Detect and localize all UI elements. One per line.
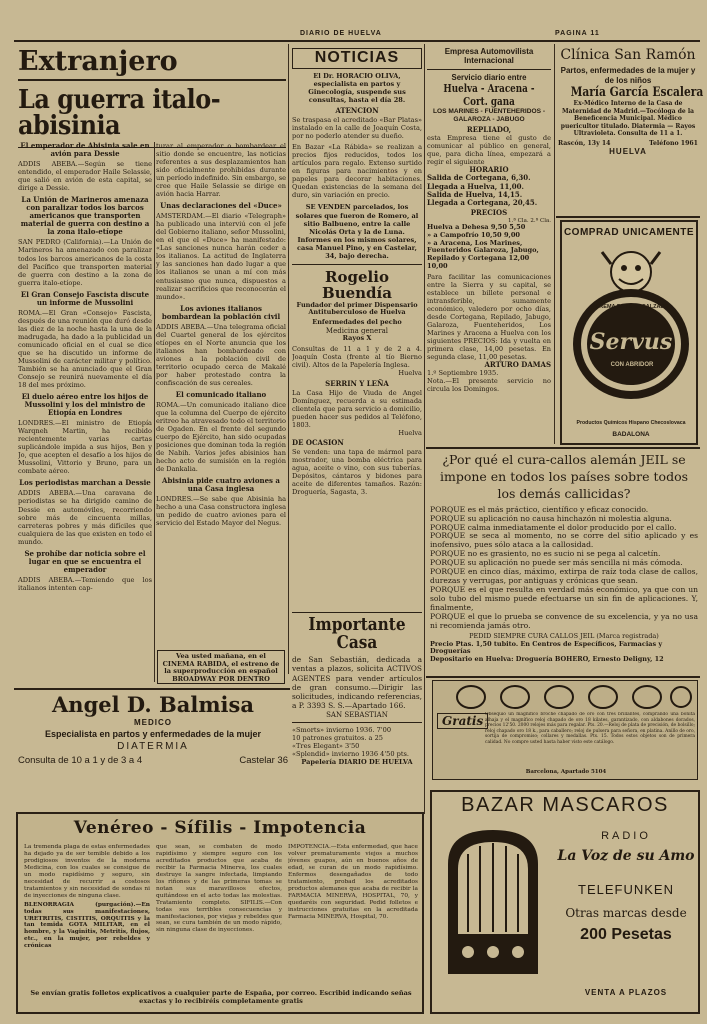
servus-con: CON ABRIDOR: [610, 362, 654, 368]
bus-precios: PRECIOS: [470, 208, 508, 218]
story-body: ROMA.—El Gran «Consejo» Fascista, después de una reunión que duró desde las diez de la noche hasta la una de la madrugada, ha dado a la publicidad un comunicado oficial en el cual se dice que se ha discutido un informe de Mussolini de carácter militar y político. También se ha anunciado que el Gran Consejo se reunirá nuevamente el día 18 del mes próximo.: [18, 308, 152, 390]
col-rule-1a: [154, 142, 155, 682]
notice: Se traspasa el acreditado «Bar Platas» instalado en la calle de Joaquín Costa, por no poderlo atender su dueño.: [292, 116, 422, 141]
cura-line: PORQUE es el más práctico, científico y eficaz conocido.: [430, 505, 649, 514]
bazar-title: BAZAR MASCAROS: [461, 794, 669, 816]
doctor-city: Huelva: [398, 368, 422, 377]
story-heading: El emperador de Abisinia sale en avión para Dessie: [20, 141, 150, 159]
almanac-line: 10 patrones gratuitos. a 25: [292, 733, 383, 742]
bus-time: Llegada a Huelva, 11,00.: [427, 181, 524, 191]
venereo-text: La tremenda plaga de estas enfermedades ha dejado ya de ser temible debido a los prodigiosos inventos de la moderna Medicina, con los cuales se consigue de un modo rapidísimo y seguro, sin necesidad de recurrir a costosos tratamientos y sin necesidad de sondas ni de inyecciones de ninguna clase.: [24, 844, 150, 899]
bus-price: Huelva a Dehesa 9,50 5,50: [427, 223, 526, 232]
col1-text: [18, 142, 152, 592]
cura-line: PORQUE en cinco días, máximo, extirpa de raíz toda clase de callos, durezas y verrugas, por antiguas y crónicas que sean.: [430, 568, 698, 586]
cura-list: [430, 506, 698, 631]
almanac-line: «Smorts» invierno 1936. 7'00: [292, 725, 392, 734]
bazar-price: 200 Pesetas: [580, 926, 672, 943]
venereo-text: BLENORRAGIA (purgación).—En todas sus manifestaciones, URETRITIS, CISTITIS, ORQUITIS y la tan temida GOTA MILITAR, en el hombre, y la Vaginitis, Metritis, flujos, etc., en la mujer, por rebeldes y crónicas: [24, 901, 150, 950]
servus-ad: [560, 220, 698, 445]
jewelry-icons: [435, 683, 697, 711]
story-heading: Los aviones italianos bombardean la población civil: [161, 303, 281, 321]
almanac-line: «Tres Elegant» 3'50: [292, 741, 360, 750]
notice: SE VENDEN parcelados, los solares que fueron de Romero, al sitio Balbueno, entre la calle Nicolás Orta y la de Luna. Informes en los mismos solares, casa Manuel Pino, y en Castelar, 34, bajo derecha.: [295, 203, 419, 260]
bus-horario: HORARIO: [469, 165, 509, 175]
balmisa-hours: Consulta de 10 a 1 y de 3 a 4: [18, 754, 143, 766]
bazar-ad: [430, 790, 700, 1014]
notice-heading: DE OCASION: [292, 437, 344, 447]
cura-line: PORQUE se seca al momento, no se corre del sitio aplicado y es inofensivo, pues sólo ataca a la callosidad.: [430, 532, 698, 550]
story-heading: La Unión de Marineros amenaza con paralizar todos los barcos americanos que transporten material de guerra con destino a la zona italo-etíope: [20, 195, 150, 237]
doctor-sub: Fundador del primer Dispensario Antituberculoso de Huelva: [296, 300, 418, 317]
doctor-name: Rogelio Buendía: [322, 267, 392, 303]
bus-route: Huelva - Aracena - Cort. gana: [443, 81, 535, 108]
doctor-spec: Medicina general: [325, 326, 389, 335]
bus-body: esta Empresa tiene el gusto de comunicar al público en general, que, para dicha línea, empezará a regir el siguiente: [427, 133, 551, 167]
clinic-city: HUELVA: [609, 146, 647, 156]
gratis-addr: Barcelona, Apartado 5104: [525, 769, 607, 775]
clinic-tel: Teléfono 1961: [649, 139, 698, 147]
bus-body2: Para facilitar las comunicaciones entre la Sierra y su capital, se establece un billete personal e intransferible, sumamente económico, valedero por ocho días, desde Cortegana, Repilado, Jabugo, Galaroza, Fuenteheridos, Los Marines y Aracena a Huelva con los siguientes PRECIOS: Ida y vuelta en primera clase, 14,00 pesetas. En segunda clase, 11,00 pesetas.: [427, 272, 551, 361]
servus-brand: Servus: [589, 329, 673, 355]
notice: Se venden: una tapa de mármol para mostrador, una bomba eléctrica para agua, aceite o vino, con sus tuberías. Depósitos, cántaros y bidones para aceite de diferentes tamaños. Razón: Droguería, Sagasta, 3.: [292, 447, 422, 497]
extranjero-header: [18, 48, 286, 148]
cura-line: PORQUE es el que resulta en verdad más económico, ya que con un solo tubo del mismo puede efectuarse un sin fin de aplicaciones. Y, finalmente,: [430, 586, 698, 613]
servus-city: BADALONA: [612, 431, 650, 438]
notice-heading: ATENCION: [335, 106, 379, 116]
story-heading: El comunicado italiano: [175, 389, 267, 399]
servus-foot: Productos Químicos Hispano Checoslovaca: [576, 420, 686, 426]
story-body: AMSTERDAM.—El diario «Telegraph» ha publicado una interviú con el jefe del Gobierno italiano, señor Mussolini, en el que el «Duce» ha manifestado: «Las sanciones nunca harán ceder a los italianos. La actitud de Inglaterra y las sanciones han dado lugar a que los italianos se unan a mí con más entusiasmo que nunca, dispuestos a realizar sacrificios que reconocerán el mundo».: [156, 212, 286, 301]
venereo-ad: [16, 812, 424, 1014]
balmisa-title: MEDICO: [134, 718, 172, 728]
page-number: PAGINA 11: [555, 30, 600, 37]
bus-time: Llegada a Cortegana, 20,45.: [427, 198, 538, 208]
story-body: ADDIS ABEBA.—Según se tiene entendido, el emperador Haile Selassie, que salió en avión de esta capital, se dirige a Dessie.: [18, 160, 152, 193]
bazar-voz: La Voz de su Amo: [557, 848, 695, 864]
notice: El Dr. HORACIO OLIVA, especialista en partos y Ginecología, suspende sus consultas, hasta el día 28.: [308, 72, 406, 105]
clinic-sub: Partos, enfermedades de la mujer y de los niños: [560, 66, 696, 85]
ad-title: Importante Casa: [308, 614, 406, 653]
cura-title: ¿Por qué el cura-callos alemán JEIL se impone en todos los países sobre todos los demás callicidas?: [439, 452, 689, 501]
story-body: LONDRES.—Se sabe que Abisinia ha hecho a una Casa constructora inglesa un pedido de cuatro aviones para el servicio del Estado Mayor del Negus.: [156, 495, 286, 528]
col-rule-1: [288, 44, 289, 674]
col-rule-2: [424, 44, 425, 814]
bus-note: Nota.—El presente servicio no circula los Domingos.: [427, 377, 551, 394]
clinica-ad: [558, 47, 704, 156]
clinic-doctor: María García Escalera: [570, 84, 704, 100]
balmisa-addr: Castelar 36: [239, 754, 288, 766]
venereo-title: Venéreo - Sífilis - Impotencia: [73, 818, 367, 838]
venereo-col: [24, 844, 150, 950]
story-body: SAN PEDRO (California).—La Unión de Marineros ha amenazado con paralizar todos los barcos americanos de la costa del Pacífico que transporten material de guerra con destino a la zona de guerra italo-etíope.: [18, 238, 152, 287]
bus-stops: LOS MARINES - FUENTEHERIDOS - GALAROZA - JABUGO: [432, 108, 546, 123]
bus-ad: [427, 48, 551, 393]
story-body: ROMA.—Un comunicado italiano dice que la columna del Cuerpo de ejército eritreo ha atravesado todo el territorio de Ogaden. En el frente del segundo cuerpo de Ejército, han sido ocupadas posiciones que dominan toda la región de Nabih. Varios jefes abisinios han hecho acto de sumisión en la región de Dankalia.: [156, 401, 286, 474]
ad-city: SAN SEBASTIAN: [326, 710, 388, 719]
bus-time: Salida de Huelva, 14,15.: [427, 189, 523, 199]
venereo-foot: Se envían gratis folletos explicativos a cualquier parte de España, por correo. Escribid indicando señas exactas y lo recibiréis completamente gratis: [30, 989, 412, 1005]
clinic-title: Clínica San Ramón: [560, 47, 696, 63]
story-heading: Se prohíbe dar noticia sobre el lugar en que se encuentra el emperador: [24, 548, 146, 574]
doctor-body: Consultas de 11 a 1 y de 2 a 4. Joaquín Costa (frente al tío Bierno civil). Altos de la Papelería Inglesa.: [292, 344, 422, 369]
notice-heading: SERRIN Y LEÑA: [325, 378, 389, 388]
gratis-ad: [432, 680, 698, 780]
gratis-body: Obsequio un magnífico broche chapado de oro con tres brillantes, comprando una bonita alhaja y el magnífico reloj chapado de oro 18 kilates, garantizado, con aldabones dorados, precios 12'50. 2000 relojes más para regalar. Pts. 20.—Reloj de plata de precisión, de bolsillo; reloj chapado oro 18 k., para caballero; reloj de pulsera para señora, en platina. Anillo de oro, sortija de compromiso; collares y medallas. Pts. 15. Todos estos objetos son de primera calidad. No compre usted hasta haber visto este catálogo.: [485, 712, 695, 745]
bus-sign: ARTURO DAMAS: [484, 359, 551, 369]
cura-line: PORQUE su aplicación no puede ser más sencilla ni más cómoda.: [430, 559, 683, 568]
cura-line: PORQUE su aplicación no causa hinchazón ni molestia alguna.: [430, 514, 672, 523]
bus-replied: REPLIADO,: [466, 124, 512, 134]
noticias-title: NOTICIAS: [292, 48, 422, 69]
balmisa-spec: Especialista en partos y enfermedades de la mujer: [44, 728, 262, 739]
doctor-spec: Rayos X: [342, 333, 372, 342]
cura-foot: PEDID SIEMPRE CURA CALLOS JEIL (Marca registrada): [469, 631, 659, 640]
story-heading: Unas declaraciones del «Duce»: [160, 201, 282, 211]
notice: La Casa Hijo de Viuda de Angel Domínguez, recuerda a su estimada clientela que para servicio a domicilio, pueden hacer sus pedidos al Teléfono, 1803.: [292, 388, 422, 429]
story-body: turar al emperador o bombardear el sitio donde se encuentre, las noticias referentes a sus desplazamientos han sido oficialmente prohibidas durante un período indefinido. Sin embargo, se cree que Haile Selassie se dirige en avión hacia Harrar.: [156, 142, 286, 199]
notice-city: Huelva: [398, 428, 422, 437]
clinic-body: Ex-Médico Interno de la Casa de Maternidad de Madrid.—Tocóloga de la Beneficencia Municipal. Médico puericultor titulado. Diatermia — Rayos Ultravioleta. Consulta de 11 a 1.: [560, 100, 696, 138]
venereo-col: que sean, se combaten de modo rapidísimo y siempre seguro con los acreditados productos que acaba de recibir la Farmacia Minerva, los cuales destruye la sangre infectada, limpiando los riñones y de las primeras tomas se notan sus maravillosos efectos, quitándose en el acto todas las molestias. Tratamiento completo. SIFILIS.—Con todas sus terribles consecuencias y manifestaciones, por viejas y rebeldes que sean, se cura también de un modo rápido, sin ninguna clase de inyecciones.: [156, 844, 282, 934]
cura-line: PORQUE el que lo prueba se convence de su excelencia, y ya no usa ni recomienda jamás otro.: [430, 613, 698, 631]
radio-icon: [438, 824, 548, 974]
servus-crema: CREMA PARA EL CALZADO: [595, 304, 669, 310]
war-headline: La guerra italo-abisinia: [18, 85, 221, 141]
balmisa-name: Angel D. Balmisa: [52, 692, 254, 717]
almanac-line: «Splendid» invierno 1936 4'50 pts.: [292, 749, 409, 758]
story-heading: Abisinia pide cuatro aviones a una Casa inglesa: [162, 476, 280, 494]
story-heading: El Gran Consejo Fascista discute un informe de Mussolini: [20, 289, 150, 307]
story-body: ADDIS ABEBA.—Una caravana de periodistas se ha dirigido camino de Dessie en automóviles, recorriendo sobre más de cincuenta millas, carreteras pobres y más difíciles que cualquiera de las que existen en todo el mundo.: [18, 489, 152, 546]
ad-body: de San Sebastián, dedicada a ventas a plazos, solicita ACTIVOS AGENTES para vender artículos de gran consumo.—Dirigir las solicitudes, indicando referencias, a P. 3393 S. S.—Apartado 166.: [292, 655, 422, 711]
story-body: ADDIS ABEBA.—Temiendo que los italianos intenten cap-: [18, 575, 152, 592]
almanac-line: Papelería DIARIO DE HUELVA: [301, 757, 413, 766]
bazar-radio: RADIO: [601, 830, 651, 842]
story-body: LONDRES.—El ministro de Etiopía Warqneh Martin, ha recibido recientemente varias cartas suplicándole impida a sus hijos, Ben y Jo, que acepten el desafío a los hijos de Mussolini, Vittorio y Bruno, para un combate aéreo.: [18, 419, 152, 476]
cura-callos-ad: [430, 452, 698, 664]
col2-text: [156, 142, 286, 528]
story-heading: Los periodistas marchan a Dessie: [19, 478, 151, 488]
venereo-col: IMPOTENCIA.—Esta enfermedad, que hace volver prematuramente viejos a muchos jóvenes guapos, aún en buenos años de edad, se curan de un modo rapidísimo. Enfermos desengañados de todo tratamiento, probad los acreditados productos alemanes que acaba de recibir la FARMACIA MINERVA, HOSPITAL, 70, y quedaréis con seguridad. Pedid folletos e instrucciones gratuitas en la acreditada Farmacia MINERVA, Hospital, 70.: [288, 844, 418, 920]
importante-casa-ad: [292, 612, 422, 766]
masthead-center: DIARIO DE HUELVA: [300, 30, 382, 37]
bus-classes: 1.ª Cla. 2.ª Cla.: [508, 217, 551, 224]
cura-line: PORQUE no es grasiento, no es sucio ni se pega al calcetín.: [430, 550, 661, 559]
servus-mascot-icon: [564, 244, 698, 409]
story-body: ADDIS ABEBA.—Una telegrama oficial del Cuartel general de los ejércitos etíopes en el Norte anuncia que los italianos han bombardeado con aviones a la población civil de territorio ocupado cerca de Makalé por haber protestado contra la confiscación de sus cereales.: [156, 322, 286, 387]
bazar-tele: TELEFUNKEN: [578, 882, 674, 897]
section-title: Extranjero: [18, 46, 178, 77]
cura-line: PORQUE calma inmediatamente el dolor producido por el callo.: [430, 523, 677, 532]
doctor-spec: Enfermedades del pecho: [312, 318, 402, 327]
servus-banner: COMPRAD UNICAMENTE: [563, 227, 695, 238]
bus-title: Empresa Automovilista Internacional: [444, 47, 534, 65]
bus-price: » a Aracena, Los Marines, Fuenteridos Galaroza, Jabugo, Repilado y Cortegana 12,00 10,00: [427, 238, 539, 270]
bazar-otras: Otras marcas desde: [565, 906, 687, 920]
bus-date: 1.º Septiembre 1935.: [427, 369, 499, 378]
bazar-plazos: VENTA A PLAZOS: [584, 988, 668, 997]
story-heading: El duelo aéreo entre los hijos de Mussolini y los del ministro de Etiopía en Londres: [21, 392, 149, 418]
col-rule-3: [554, 44, 555, 444]
gratis-word: Gratis: [437, 713, 488, 729]
balmisa-ad: [18, 693, 288, 766]
cura-foot: Depositario en Huelva: Droguería BOHERO, Ernesto Deligny, 12: [430, 654, 664, 663]
cura-foot: Precio Ptas. 1,50 tubito. En Centros de Específicos, Farmacias y Droguerías: [430, 639, 663, 656]
balmisa-diat: DIATERMIA: [117, 741, 189, 753]
bus-price: » a Campofrío 10,50 9,00: [427, 230, 521, 239]
top-rule: [14, 40, 700, 42]
notice: En Bazar «La Rábida» se realizan a precios fijos reducidos, todos los artículos para regalo. Extenso surtido en figuras para nacimientos y en papeles para decorar habitaciones. Quedan existencias de la semana del duro, sin variación en precio.: [292, 143, 422, 200]
cinema-ad: Vea usted mañana, en el CINEMA RABIDA, el estreno de la superproducción en español BROADWAY POR DENTRO: [157, 650, 285, 684]
bus-sub: Servicio diario entre: [451, 72, 527, 82]
bus-time: Salida de Cortegana, 6,30.: [427, 173, 531, 183]
clinic-addr: Rascón, 13y 14: [558, 139, 611, 147]
col3-text: [292, 72, 422, 496]
